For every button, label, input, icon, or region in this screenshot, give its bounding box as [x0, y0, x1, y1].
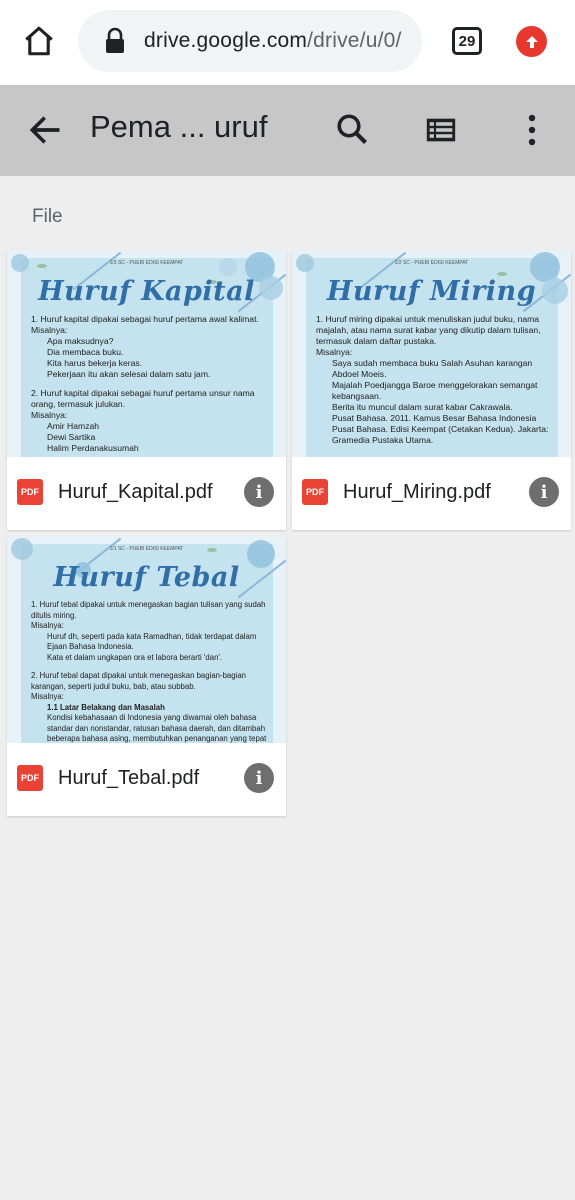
file-thumbnail[interactable] — [7, 536, 286, 743]
tab-switcher-button[interactable]: 29 — [452, 27, 482, 55]
thumb-line: Pekerjaan itu akan selesai dalam satu jam. — [47, 369, 211, 379]
address-bar[interactable] — [78, 10, 422, 72]
file-card[interactable] — [292, 250, 571, 530]
thumb-line: Majalah Poedjangga Baroe menggelorakan semangat kebangsaan. — [332, 380, 538, 401]
info-icon[interactable]: i — [529, 477, 559, 507]
thumb-line: Halim Perdanakusumah — [47, 443, 139, 453]
list-view-icon[interactable] — [424, 113, 458, 147]
thumb-line: 1. Huruf miring dipakai untuk menuliskan judul buku, nama majalah, atau nama surat kabar yang dikutip dalam tulisan, termasuk dalam daftar pustaka. — [316, 314, 541, 346]
arrow-up-icon — [523, 33, 541, 51]
file-name: Huruf_Miring.pdf — [343, 481, 491, 503]
thumb-line: 1.1 Latar Belakang dan Masalah — [47, 702, 165, 712]
thumb-line: Misalnya: — [31, 410, 68, 420]
thumb-line: Misalnya: — [31, 325, 68, 335]
section-label-file: File — [32, 206, 63, 227]
file-card[interactable] — [7, 536, 286, 816]
home-button[interactable] — [20, 22, 58, 60]
file-thumbnail[interactable] — [7, 250, 286, 457]
thumbnail-text — [316, 314, 556, 446]
thumb-line: 1. Huruf kapital dipakai sebagai huruf pertama awal kalimat. — [31, 314, 259, 324]
update-button[interactable] — [516, 26, 547, 57]
url-host: drive.google.com — [144, 29, 308, 52]
search-icon[interactable] — [334, 111, 370, 147]
file-card[interactable] — [7, 250, 286, 530]
thumbnail-text — [31, 600, 271, 755]
info-icon[interactable]: i — [244, 477, 274, 507]
url-path: /drive/u/0/ — [307, 29, 402, 52]
arrow-back-icon[interactable] — [26, 111, 64, 149]
thumbnail-title: Huruf Tebal — [53, 562, 240, 593]
thumbnail-header: 1/2 SC - PUEBI EDISI KEEMPAT — [394, 260, 469, 266]
thumb-line: Misalnya: — [316, 347, 353, 357]
thumb-line: 2. Huruf tebal dapat dipakai untuk menegaskan bagian-bagian karangan, seperti judul buku, bab, atau subbab. — [31, 671, 247, 691]
url-text — [144, 29, 402, 53]
file-thumbnail[interactable] — [292, 250, 571, 457]
app-bar — [0, 85, 575, 176]
thumbnail-text — [31, 314, 271, 454]
thumb-line: Amir Hamzah — [47, 421, 100, 431]
file-card-footer[interactable] — [292, 457, 571, 530]
pdf-icon: PDF — [17, 479, 43, 505]
thumb-line: Dewi Sartika — [47, 432, 96, 442]
info-icon[interactable]: i — [244, 763, 274, 793]
thumbnail-header: 1/1 SC - PUEBI EDISI KEEMPAT — [109, 546, 184, 552]
more-vert-icon[interactable] — [518, 113, 546, 147]
thumb-line: Misalnya: — [31, 621, 64, 630]
thumbnail-header: 1/3 SC - PUEBI EDISI KEEMPAT — [109, 260, 184, 266]
lock-icon — [104, 27, 126, 55]
thumb-line: Kata et dalam ungkapan ora et labora berarti 'dan'. — [47, 652, 223, 662]
browser-toolbar — [0, 0, 575, 85]
thumb-line: 2. Huruf kapital dipakai sebagai huruf pertama unsur nama orang, termasuk julukan. — [31, 388, 255, 409]
thumb-line: Apa maksudnya? — [47, 336, 114, 346]
pdf-icon: PDF — [302, 479, 328, 505]
thumbnail-title: Huruf Miring — [326, 276, 537, 307]
thumb-line: Huruf dh, seperti pada kata Ramadhan, tidak terdapat dalam Ejaan Bahasa Indonesia. — [47, 631, 257, 651]
pdf-icon: PDF — [17, 765, 43, 791]
file-card-footer[interactable] — [7, 457, 286, 530]
thumbnail-title: Huruf Kapital — [38, 276, 255, 307]
file-name: Huruf_Kapital.pdf — [58, 481, 213, 503]
thumb-line: Misalnya: — [31, 692, 64, 701]
thumb-line: Saya sudah membaca buku Salah Asuhan karangan Abdoel Moeis. — [332, 358, 533, 379]
thumb-line: 1. Huruf tebal dipakai untuk menegaskan bagian tulisan yang sudah ditulis miring. — [31, 600, 266, 620]
thumb-line: Kita harus bekerja keras. — [47, 358, 143, 368]
thumb-line: Berita itu muncul dalam surat kabar Cakrawala. — [332, 402, 513, 412]
file-name: Huruf_Tebal.pdf — [58, 767, 200, 789]
thumb-line: Kondisi kebahasaan di Indonesia yang diwarnai oleh bahasa standar dan nonstandar, ratusan bahasa daerah, dan ditambah beberapa bahasa asing, membutuhkan penanganan yang tepat — [47, 713, 267, 743]
folder-title: Pema ... uruf — [90, 109, 268, 144]
file-card-footer[interactable] — [7, 743, 286, 816]
home-icon — [22, 24, 56, 58]
thumb-line: Pusat Bahasa. 2011. Kamus Besar Bahasa Indonesia Pusat Bahasa. Edisi Keempat (Cetakan Kedua). Jakarta: Gramedia Pustaka Utama. — [332, 413, 549, 445]
thumb-line: Dia membaca buku. — [47, 347, 124, 357]
